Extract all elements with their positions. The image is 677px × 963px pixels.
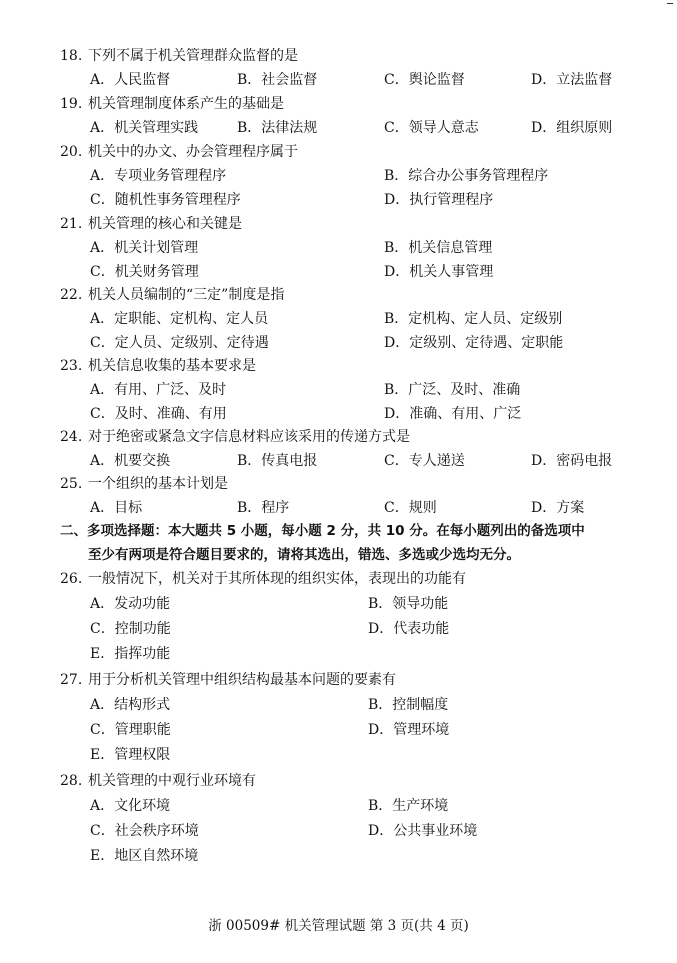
option-e: E．地区自然环境: [90, 848, 199, 864]
question-24: [0, 427, 677, 447]
question-18: [0, 46, 677, 66]
page-footer: 浙 00509# 机关管理试题 第 3 页(共 4 页): [208, 918, 469, 934]
question-19: [0, 94, 677, 114]
corner-mark: [667, 0, 673, 4]
question-number: 18.: [60, 48, 83, 64]
options-row: [0, 745, 677, 765]
option-a: A．结构形式: [90, 697, 171, 713]
option-d: D．代表功能: [368, 621, 450, 637]
question-text: 机关管理制度体系产生的基础是: [88, 96, 284, 112]
option-d: D．组织原则: [531, 120, 613, 136]
option-c: C．舆论监督: [384, 72, 465, 88]
option-b: B．法律法规: [237, 120, 318, 136]
options-row: [0, 309, 677, 329]
options-row: [0, 846, 677, 866]
question-number: 27.: [60, 672, 83, 688]
options-row: [0, 333, 677, 353]
question-23: [0, 356, 677, 376]
question-text: 机关信息收集的基本要求是: [88, 358, 256, 374]
section-heading-cont: [0, 545, 677, 565]
options-row: [0, 380, 677, 400]
option-c: C．定人员、定级别、定待遇: [90, 335, 269, 351]
question-26: [0, 569, 677, 589]
option-c: C．随机性事务管理程序: [90, 192, 241, 208]
option-d: D．定级别、定待遇、定职能: [384, 335, 564, 351]
option-a: A．有用、广泛、及时: [90, 382, 227, 398]
option-d: D．管理环境: [368, 722, 450, 738]
option-a: A．机要交换: [90, 453, 171, 469]
option-a: A．专项业务管理程序: [90, 168, 227, 184]
question-number: 23.: [60, 358, 83, 374]
option-c: C．专人递送: [384, 453, 465, 469]
option-d: D．准确、有用、广泛: [384, 406, 522, 422]
question-21: [0, 214, 677, 234]
options-row: [0, 70, 677, 90]
option-d: D．密码电报: [531, 453, 613, 469]
option-c: C．控制功能: [90, 621, 171, 637]
option-b: B．机关信息管理: [384, 240, 493, 256]
option-b: B．程序: [237, 500, 290, 516]
question-text: 对于绝密或紧急文字信息材料应该采用的传递方式是: [88, 429, 410, 445]
option-c: C．机关财务管理: [90, 264, 199, 280]
section-heading: [0, 521, 677, 541]
option-e: E．指挥功能: [90, 646, 171, 662]
question-number: 24.: [60, 429, 83, 445]
option-c: C．管理职能: [90, 722, 171, 738]
option-c: C．及时、准确、有用: [90, 406, 227, 422]
question-text: 机关中的办文、办会管理程序属于: [88, 144, 298, 160]
section-heading-line-1: 二、多项选择题：本大题共 5 小题，每小题 2 分，共 10 分。在每小题列出的备选项中: [60, 523, 585, 539]
options-row: [0, 644, 677, 664]
option-c: C．领导人意志: [384, 120, 479, 136]
question-text: 下列不属于机关管理群众监督的是: [88, 48, 298, 64]
question-number: 21.: [60, 216, 83, 232]
option-a: A．定职能、定机构、定人员: [90, 311, 269, 327]
question-text: 机关人员编制的“三定”制度是指: [88, 287, 285, 303]
options-row: [0, 821, 677, 841]
section-heading-line-2: 至少有两项是符合题目要求的，请将其选出，错选、多选或少选均无分。: [88, 547, 520, 563]
options-row: [0, 451, 677, 471]
option-d: D．方案: [531, 500, 585, 516]
option-e: E．管理权限: [90, 747, 171, 763]
question-number: 26.: [60, 571, 83, 587]
option-b: B．生产环境: [368, 798, 449, 814]
option-b: B．广泛、及时、准确: [384, 382, 521, 398]
option-a: A．文化环境: [90, 798, 171, 814]
options-row: [0, 498, 677, 518]
option-a: A．目标: [90, 500, 143, 516]
options-row: [0, 190, 677, 210]
option-a: A．机关管理实践: [90, 120, 199, 136]
option-a: A．发动功能: [90, 596, 171, 612]
options-row: [0, 796, 677, 816]
option-d: D．立法监督: [531, 72, 613, 88]
option-b: B．社会监督: [237, 72, 318, 88]
question-number: 19.: [60, 96, 83, 112]
option-c: C．社会秩序环境: [90, 823, 199, 839]
question-text: 机关管理的中观行业环境有: [88, 773, 256, 789]
options-row: [0, 262, 677, 282]
option-a: A．人民监督: [90, 72, 171, 88]
options-row: [0, 594, 677, 614]
options-row: [0, 118, 677, 138]
option-b: B．领导功能: [368, 596, 449, 612]
option-b: B．综合办公事务管理程序: [384, 168, 549, 184]
question-text: 一般情况下，机关对于其所体现的组织实体，表现出的功能有: [88, 571, 466, 587]
question-22: [0, 285, 677, 305]
question-number: 28.: [60, 773, 83, 789]
question-number: 22.: [60, 287, 83, 303]
option-b: B．控制幅度: [368, 697, 449, 713]
question-number: 20.: [60, 144, 83, 160]
option-d: D．机关人事管理: [384, 264, 494, 280]
question-20: [0, 142, 677, 162]
question-text: 一个组织的基本计划是: [88, 476, 228, 492]
options-row: [0, 695, 677, 715]
option-d: D．公共事业环境: [368, 823, 478, 839]
question-27: [0, 670, 677, 690]
option-d: D．执行管理程序: [384, 192, 494, 208]
option-c: C．规则: [384, 500, 437, 516]
question-number: 25.: [60, 476, 83, 492]
question-text: 机关管理的核心和关键是: [88, 216, 242, 232]
question-28: [0, 771, 677, 791]
question-text: 用于分析机关管理中组织结构最基本问题的要素有: [88, 672, 396, 688]
option-b: B．传真电报: [237, 453, 318, 469]
options-row: [0, 404, 677, 424]
question-25: [0, 474, 677, 494]
option-a: A．机关计划管理: [90, 240, 199, 256]
options-row: [0, 238, 677, 258]
options-row: [0, 720, 677, 740]
options-row: [0, 619, 677, 639]
options-row: [0, 166, 677, 186]
option-b: B．定机构、定人员、定级别: [384, 311, 563, 327]
